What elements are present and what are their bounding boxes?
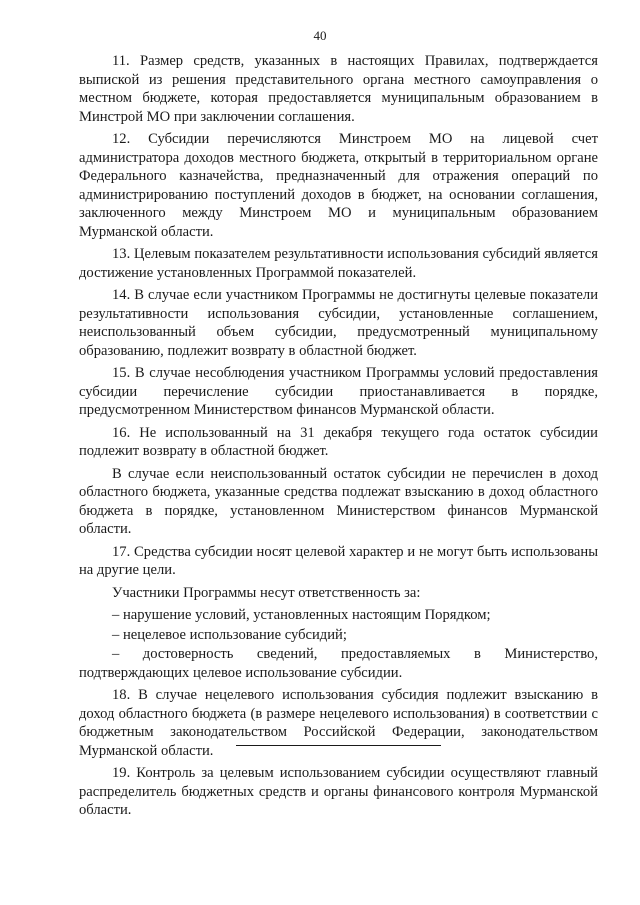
- page-number: 40: [313, 28, 327, 43]
- paragraph-12: 12. Субсидии перечисляются Минстроем МО на лицевой счет администратора доходов местного бюджета, открытый в территориальном органе Федерального казначейства, предназначенный для отражения операций по администрированию поступлений доходов в бюджет, на основании соглашения, заключенного между Минстроем МО и муниципальным образованием Мурманской области.: [79, 131, 598, 240]
- paragraph-13: 13. Целевым показателем результативности использования субсидий является достижение установленных Программой показателей.: [79, 246, 598, 281]
- responsibility-item-1: – нарушение условий, установленных настоящим Порядком;: [112, 607, 491, 623]
- paragraph-19: 19. Контроль за целевым использованием субсидии осуществляют главный распределитель бюджетных средств и органы финансового контроля Мурманской области.: [79, 765, 598, 818]
- responsibility-intro: Участники Программы несут ответственность за:: [112, 584, 421, 601]
- paragraph-16-continuation: В случае если неиспользованный остаток субсидии не перечислен в доход областного бюджета, указанные средства подлежат взысканию в доход областного бюджета в порядке, установленном Министерством финансов Мурманской области.: [79, 465, 598, 537]
- responsibility-item-3: – достоверность сведений, предоставляемых в Министерство, подтверждающих целевое использование субсидии.: [79, 646, 598, 681]
- document-body: [79, 52, 598, 824]
- paragraph-15: 15. В случае несоблюдения участником Программы условий предоставления субсидии перечисление субсидии приостанавливается в порядке, предусмотренном Министерством финансов Мурманской области.: [79, 365, 598, 418]
- paragraph-17: 17. Средства субсидии носят целевой характер и не могут быть использованы на другие цели.: [79, 543, 598, 578]
- paragraph-14: 14. В случае если участником Программы не достигнуты целевые показатели результативности использования субсидии, установленные соглашением, неиспользованный объем субсидии, предусмотренный муниципальному образованию, подлежит возврату в областной бюджет.: [79, 287, 598, 359]
- paragraph-18: 18. В случае нецелевого использования субсидия подлежит взысканию в доход областного бюджета (в размере нецелевого использования) в соответствии с бюджетным законодательством Российской Федерации, законодательством Мурманской области.: [79, 687, 598, 759]
- responsibility-item-2: – нецелевое использование субсидий;: [112, 626, 347, 643]
- end-of-document-rule: [236, 745, 441, 746]
- paragraph-16: 16. Не использованный на 31 декабря текущего года остаток субсидии подлежит возврату в областной бюджет.: [79, 424, 598, 459]
- paragraph-11: 11. Размер средств, указанных в настоящих Правилах, подтверждается выпиской из решения представительного органа местного самоуправления о местном бюджете, которая предоставляется муниципальным образованием в Минстрой МО при заключении соглашения.: [79, 53, 598, 125]
